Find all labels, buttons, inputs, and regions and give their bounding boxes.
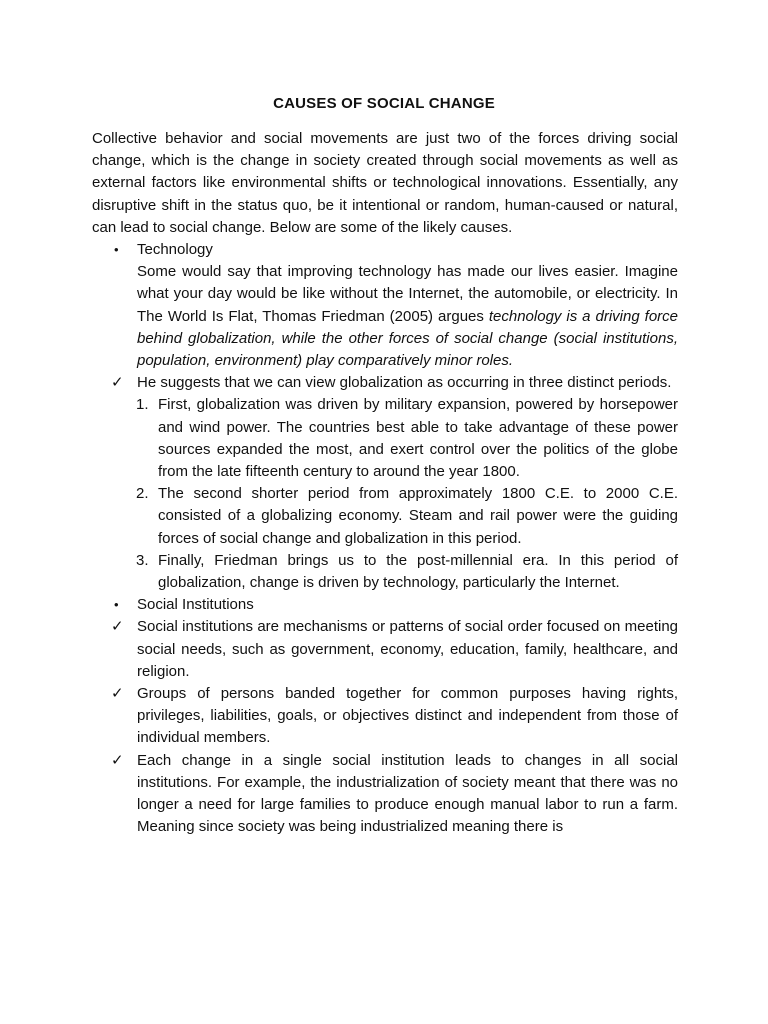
check-text: Social institutions are mechanisms or patterns of social order focused on meeting social needs, such as government, economy, education, family, healthcare, and religion. <box>137 618 678 680</box>
checkmark-icon: ✓ <box>111 685 124 703</box>
bullet-marker: • <box>114 597 119 613</box>
numbered-text: Finally, Friedman brings us to the post-millennial era. In this period of globalization, change is driven by technology, particularly the Internet. <box>158 551 678 592</box>
numbered-item-2 <box>92 483 678 550</box>
checkmark-icon: ✓ <box>111 618 124 636</box>
technology-text: Some would say that improving technology has made our lives easier. Imagine what your day would be like without the Internet, the automobile, or electricity. In The World Is Flat, Thomas Friedman (2005) argues <box>137 263 678 325</box>
check-item-1 <box>92 616 678 683</box>
number-marker: 3. <box>136 551 149 569</box>
check-item-2 <box>92 683 678 750</box>
checkmark-icon: ✓ <box>111 751 124 769</box>
technology-heading: Technology <box>137 241 213 259</box>
bullet-item-social-institutions <box>92 594 678 616</box>
check-text: Groups of persons banded together for common purposes having rights, privileges, liabilities, goals, or objectives distinct and independent from those of individual members. <box>137 685 678 747</box>
check-item-periods <box>92 372 678 394</box>
bullet-item-technology <box>92 239 678 261</box>
check-text: He suggests that we can view globalization as occurring in three distinct periods. <box>137 374 672 392</box>
number-marker: 2. <box>136 485 149 503</box>
numbered-text: The second shorter period from approximately 1800 C.E. to 2000 C.E. consisted of a globalizing economy. Steam and rail power were the guiding forces of social change and globalization in this period. <box>158 485 678 547</box>
social-institutions-heading: Social Institutions <box>137 596 254 614</box>
check-text: Each change in a single social institution leads to changes in all social institutions. For example, the industrialization of society meant that there was no longer a need for large families to produce enough manual labor to run a farm. Meaning since society was being industrialized meaning there is <box>137 751 678 836</box>
numbered-item-1 <box>92 394 678 483</box>
intro-paragraph: Collective behavior and social movements are just two of the forces driving social change, which is the change in society created through social movements as well as external factors like environmental shifts or technological innovations. Essentially, any disruptive shift in the status quo, be it intentional or random, human-caused or natural, can lead to social change. Below are some of the likely causes. <box>92 130 678 236</box>
document-title: CAUSES OF SOCIAL CHANGE <box>273 95 495 112</box>
technology-italic-text: technology is a driving force behind globalization, while the other forces of social change (social institutions, population, environment) play comparatively minor roles. <box>137 307 679 370</box>
technology-paragraph <box>92 261 678 372</box>
bullet-marker: • <box>114 242 119 258</box>
check-item-3 <box>92 750 678 839</box>
numbered-text: First, globalization was driven by military expansion, powered by horsepower and wind power. The countries best able to take advantage of these power sources expanded the most, and exert control over the politics of the globe from the late fifteenth century to around the year 1800. <box>158 396 678 481</box>
numbered-item-3 <box>92 550 678 594</box>
number-marker: 1. <box>136 396 149 414</box>
document-body <box>92 128 678 839</box>
checkmark-icon: ✓ <box>111 374 124 392</box>
